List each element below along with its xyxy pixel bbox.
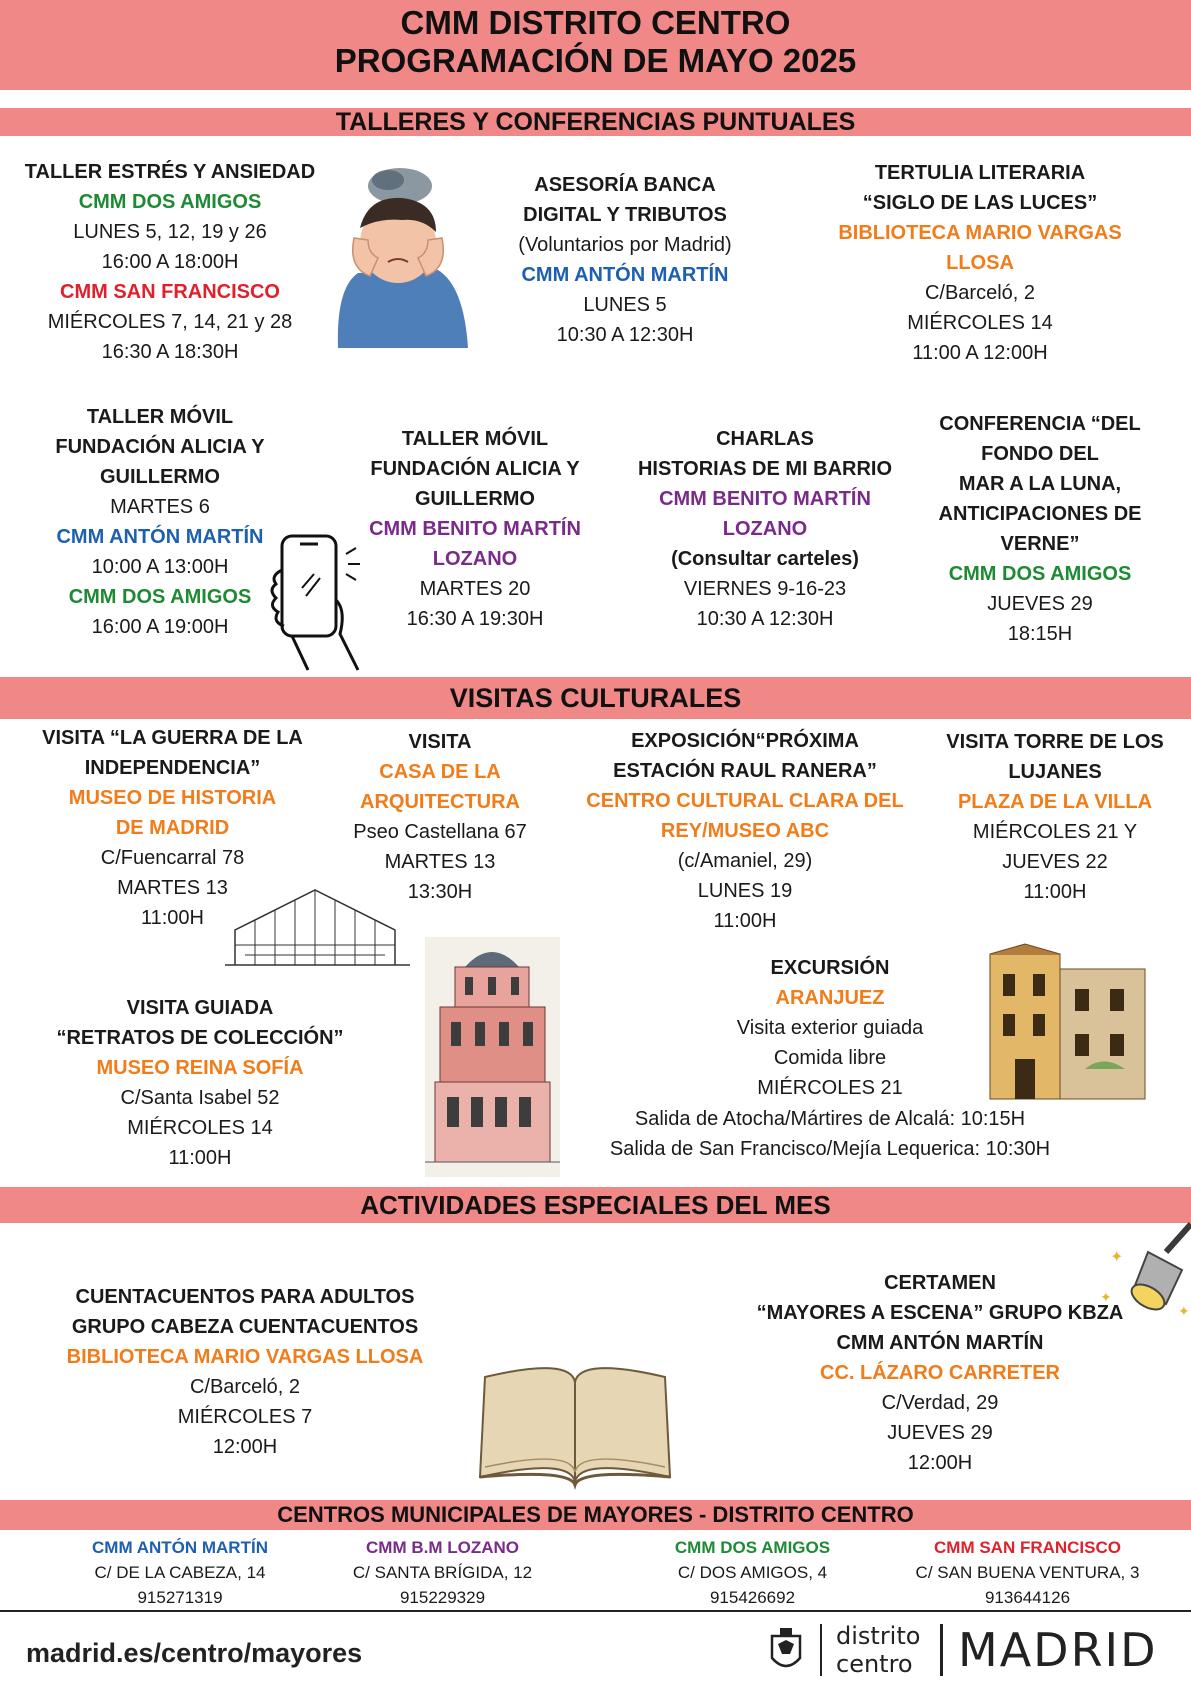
date: LUNES 19 bbox=[697, 880, 793, 902]
center-address: C/ SAN BUENA VENTURA, 3 bbox=[915, 1563, 1140, 1582]
date: MIÉRCOLES 21 bbox=[757, 1077, 903, 1099]
time: 16:00 A 19:00H bbox=[91, 616, 229, 638]
place-name: CENTRO CULTURAL CLARA DEL bbox=[586, 790, 904, 812]
place-name: CC. LÁZARO CARRETER bbox=[820, 1362, 1060, 1384]
excursion-title: EXCURSIÓN bbox=[770, 957, 890, 979]
section-title-visitas: VISITAS CULTURALES bbox=[449, 683, 742, 713]
date: MARTES 6 bbox=[110, 496, 210, 518]
time: 11:00H bbox=[713, 910, 777, 932]
section-title-especiales: ACTIVIDADES ESPECIALES DEL MES bbox=[360, 1190, 831, 1220]
workshop-title: ASESORÍA BANCA bbox=[534, 174, 716, 196]
time: 18:15H bbox=[1007, 623, 1073, 645]
place-name: CASA DE LA bbox=[379, 761, 501, 783]
center-name: CMM SAN FRANCISCO bbox=[60, 281, 280, 303]
svg-text:✦: ✦ bbox=[1178, 1304, 1190, 1320]
time: 11:00H bbox=[1023, 881, 1087, 903]
departure: Salida de Atocha/Mártires de Alcalá: 10:15H bbox=[634, 1108, 1026, 1130]
center-name: CMM ANTÓN MARTÍN bbox=[836, 1332, 1044, 1354]
exhibition-title: EXPOSICIÓN“PRÓXIMA bbox=[631, 730, 859, 752]
svg-text:✦: ✦ bbox=[1110, 1247, 1124, 1266]
talk-charlas bbox=[625, 424, 905, 634]
place-name: REY/MUSEO ABC bbox=[660, 820, 830, 842]
conference-title: CONFERENCIA “DEL bbox=[939, 413, 1141, 435]
event-title: GRUPO CABEZA CUENTACUENTOS bbox=[71, 1316, 419, 1338]
place-name: PLAZA DE LA VILLA bbox=[957, 791, 1153, 813]
visit-title: “RETRATOS DE COLECCIÓN” bbox=[56, 1027, 344, 1049]
talk-title: CHARLAS bbox=[716, 428, 814, 450]
center-name: CMM BENITO MARTÍN bbox=[659, 488, 871, 510]
date: MIÉRCOLES 7, 14, 21 y 28 bbox=[47, 311, 293, 333]
center-name: LOZANO bbox=[722, 518, 808, 540]
time: 11:00 A 12:00H bbox=[912, 342, 1048, 364]
date: JUEVES 29 bbox=[887, 1422, 993, 1444]
center-address: C/ DE LA CABEZA, 14 bbox=[94, 1563, 266, 1582]
center-name: CMM DOS AMIGOS bbox=[78, 191, 262, 213]
workshop-movil-2 bbox=[345, 424, 605, 634]
center-name: CMM ANTÓN MARTÍN bbox=[92, 1538, 268, 1557]
date: MIÉRCOLES 21 Y bbox=[972, 821, 1138, 843]
date: LUNES 5, 12, 19 y 26 bbox=[73, 221, 267, 243]
address: C/Verdad, 29 bbox=[881, 1392, 999, 1414]
page-title bbox=[0, 4, 1191, 80]
visit-title: VISITA TORRE DE LOS bbox=[946, 731, 1164, 753]
district-logo-text bbox=[836, 1622, 920, 1678]
stressed-person-icon bbox=[318, 158, 478, 348]
center-name: CMM SAN FRANCISCO bbox=[934, 1538, 1121, 1557]
event-title: CUENTACUENTOS PARA ADULTOS bbox=[75, 1286, 415, 1308]
center-san-francisco bbox=[900, 1535, 1155, 1610]
detail: Comida libre bbox=[773, 1047, 887, 1069]
visit-title: VISITA GUIADA bbox=[126, 997, 274, 1019]
date: JUEVES 29 bbox=[987, 593, 1093, 615]
special-certamen bbox=[730, 1268, 1150, 1478]
workshop-title: TERTULIA LITERARIA bbox=[874, 162, 1086, 184]
center-name: LOZANO bbox=[432, 548, 518, 570]
conference-title: VERNE” bbox=[1000, 533, 1080, 555]
detail: Visita exterior guiada bbox=[736, 1017, 924, 1039]
center-name: CMM ANTÓN MARTÍN bbox=[521, 264, 729, 286]
spotlight-icon bbox=[1090, 1222, 1191, 1322]
workshop-tertulia bbox=[815, 158, 1145, 368]
event-title: “MAYORES A ESCENA” GRUPO KBZA bbox=[756, 1302, 1124, 1324]
talk-title: HISTORIAS DE MI BARRIO bbox=[637, 458, 893, 480]
subtitle: (Voluntarios por Madrid) bbox=[518, 234, 732, 256]
date: MIÉRCOLES 14 bbox=[907, 312, 1053, 334]
website-link[interactable]: madrid.es/centro/mayores bbox=[26, 1638, 363, 1668]
district-logo-line: distrito bbox=[836, 1622, 921, 1650]
time: 11:00H bbox=[140, 907, 204, 929]
conference-title: ANTICIPACIONES DE bbox=[938, 503, 1142, 525]
center-phone: 915271319 bbox=[137, 1588, 223, 1607]
workshop-title: GUILLERMO bbox=[100, 466, 220, 488]
time: 16:00 A 18:00H bbox=[101, 251, 239, 273]
place-name: MUSEO REINA SOFÍA bbox=[96, 1057, 304, 1079]
visit-guiada bbox=[30, 993, 370, 1173]
workshop-title: DIGITAL Y TRIBUTOS bbox=[523, 204, 727, 226]
time: 10:30 A 12:30H bbox=[556, 324, 694, 346]
center-name: CMM DOS AMIGOS bbox=[948, 563, 1132, 585]
title-line-2: PROGRAMACIÓN DE MAYO 2025 bbox=[334, 42, 857, 79]
time: 16:30 A 18:30H bbox=[101, 341, 239, 363]
place-name: ARANJUEZ bbox=[775, 987, 885, 1009]
date: MIÉRCOLES 7 bbox=[177, 1406, 313, 1428]
workshop-title: TALLER MÓVIL bbox=[86, 406, 234, 428]
time: 13:30H bbox=[407, 881, 473, 903]
date: MARTES 20 bbox=[419, 578, 531, 600]
center-name: CMM DOS AMIGOS bbox=[674, 1538, 831, 1557]
footer-divider bbox=[0, 1610, 1191, 1612]
svg-text:✦: ✦ bbox=[1100, 1290, 1112, 1306]
address: C/Barceló, 2 bbox=[189, 1376, 301, 1398]
open-book-icon bbox=[470, 1357, 680, 1487]
center-address: C/ SANTA BRÍGIDA, 12 bbox=[352, 1563, 533, 1582]
workshop-asesoria bbox=[475, 170, 775, 350]
time: 10:30 A 12:30H bbox=[696, 608, 834, 630]
date: MARTES 13 bbox=[384, 851, 496, 873]
time: 12:00H bbox=[907, 1452, 973, 1474]
section-title-talleres: TALLERES Y CONFERENCIAS PUNTUALES bbox=[335, 108, 856, 136]
place-name: DE MADRID bbox=[115, 817, 230, 839]
madrid-logo-text: MADRID bbox=[958, 1623, 1158, 1677]
exhibition-title: ESTACIÓN RAUL RANERA” bbox=[613, 760, 877, 782]
date: LUNES 5 bbox=[583, 294, 667, 316]
section-title-centros: CENTROS MUNICIPALES DE MAYORES - DISTRITO CENTRO bbox=[277, 1502, 914, 1527]
address: C/Santa Isabel 52 bbox=[120, 1087, 280, 1109]
center-bm-lozano bbox=[330, 1535, 555, 1610]
district-logo-line: centro bbox=[836, 1650, 913, 1678]
visit-title: VISITA “LA GUERRA DE LA bbox=[42, 727, 303, 749]
visit-casa-arquitectura bbox=[340, 727, 540, 907]
center-address: C/ DOS AMIGOS, 4 bbox=[677, 1563, 828, 1582]
center-name: CMM B.M LOZANO bbox=[366, 1538, 519, 1557]
address: C/Fuencarral 78 bbox=[100, 847, 245, 869]
date: MARTES 13 bbox=[117, 877, 228, 899]
departure: Salida de San Francisco/Mejía Lequerica: 10:30H bbox=[609, 1138, 1051, 1160]
time: 12:00H bbox=[212, 1436, 278, 1458]
visit-title: LUJANES bbox=[1008, 761, 1102, 783]
note: (Consultar carteles) bbox=[671, 548, 859, 570]
center-phone: 915426692 bbox=[709, 1588, 796, 1607]
workshop-title: FUNDACIÓN ALICIA Y bbox=[370, 458, 580, 480]
place-name: MUSEO DE HISTORIA bbox=[68, 787, 277, 809]
place-name: BIBLIOTECA MARIO VARGAS LLOSA bbox=[66, 1346, 424, 1368]
museum-building-icon bbox=[425, 937, 560, 1177]
time: 16:30 A 19:30H bbox=[406, 608, 544, 630]
center-phone: 915229329 bbox=[399, 1588, 486, 1607]
center-name: CMM DOS AMIGOS bbox=[68, 586, 252, 608]
workshop-movil-1 bbox=[30, 402, 290, 642]
workshop-estres bbox=[10, 157, 330, 367]
date: MIÉRCOLES 14 bbox=[127, 1117, 273, 1139]
address: C/Barceló, 2 bbox=[924, 282, 1036, 304]
madrid-coat-of-arms-icon bbox=[768, 1628, 804, 1676]
time: 11:00H bbox=[168, 1147, 232, 1169]
visit-title: VISITA bbox=[408, 731, 472, 753]
center-anton-martin bbox=[60, 1535, 300, 1610]
logo-separator bbox=[820, 1624, 822, 1676]
event-title: CERTAMEN bbox=[884, 1272, 996, 1294]
workshop-title: “SIGLO DE LAS LUCES” bbox=[862, 192, 1098, 214]
center-name: CMM BENITO MARTÍN bbox=[369, 518, 581, 540]
time: 10:00 A 13:00H bbox=[91, 556, 229, 578]
workshop-title: FUNDACIÓN ALICIA Y bbox=[55, 436, 265, 458]
excursion-aranjuez bbox=[590, 953, 1070, 1103]
place-name: BIBLIOTECA MARIO VARGAS bbox=[838, 222, 1122, 244]
date: VIERNES 9-16-23 bbox=[683, 578, 847, 600]
workshop-title: TALLER MÓVIL bbox=[401, 428, 549, 450]
logo-separator bbox=[940, 1624, 943, 1676]
place-name: LLOSA bbox=[946, 252, 1014, 274]
workshop-title: GUILLERMO bbox=[415, 488, 535, 510]
center-name: CMM ANTÓN MARTÍN bbox=[56, 526, 264, 548]
visit-torre-lujanes bbox=[930, 727, 1180, 907]
excursion-departures bbox=[580, 1104, 1080, 1164]
date: JUEVES 22 bbox=[1002, 851, 1108, 873]
workshop-title: TALLER ESTRÉS Y ANSIEDAD bbox=[24, 161, 316, 183]
title-line-1: CMM DISTRITO CENTRO bbox=[400, 4, 791, 41]
address: (c/Amaniel, 29) bbox=[677, 850, 813, 872]
center-phone: 913644126 bbox=[984, 1588, 1071, 1607]
address: Pseo Castellana 67 bbox=[353, 821, 527, 843]
special-cuentacuentos bbox=[40, 1282, 450, 1462]
conference-verne bbox=[915, 409, 1165, 649]
place-name: ARQUITECTURA bbox=[360, 791, 520, 813]
conference-title: MAR A LA LUNA, bbox=[958, 473, 1122, 495]
center-dos-amigos bbox=[640, 1535, 865, 1610]
visit-title: INDEPENDENCIA” bbox=[84, 757, 261, 779]
exhibition-ranera bbox=[575, 726, 915, 936]
conference-title: FONDO DEL bbox=[981, 443, 1099, 465]
